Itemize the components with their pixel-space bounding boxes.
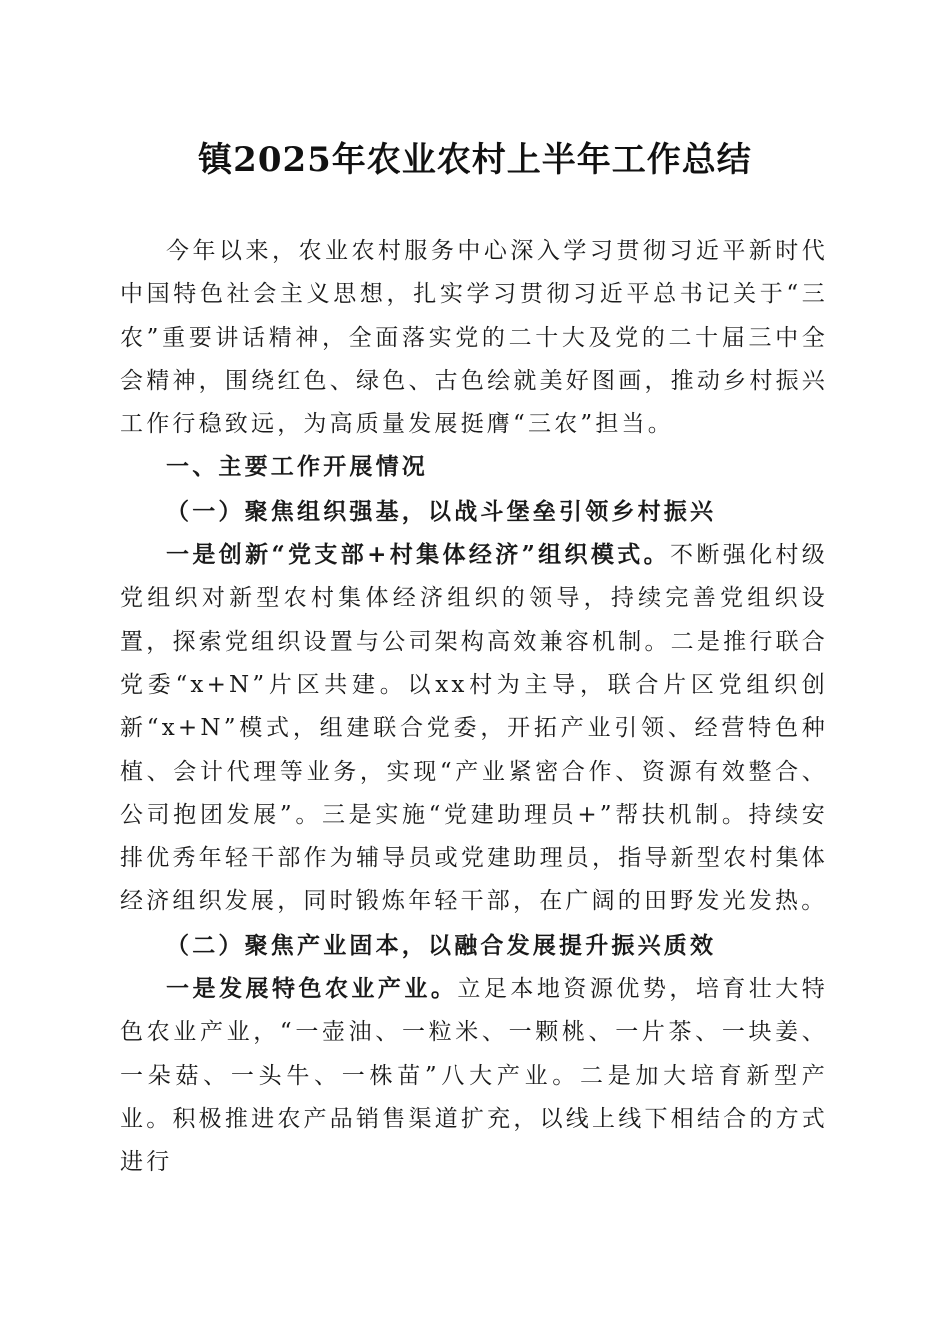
document-body [120, 230, 828, 1185]
industry-paragraph [120, 967, 828, 1184]
section-heading-main-work: 一、主要工作开展情况 [166, 454, 428, 481]
organization-paragraph-text: 不断强化村级党组织对新型农村集体经济组织的领导，持续完善党组织设置，探索党组织设置与公司架构高效兼容机制。二是推行联合党委“x+N”片区共建。以xx村为主导，联合片区党组织创新“x+N”模式，组建联合党委，开拓产业引领、经营特色种植、会计代理等业务，实现“产业紧密合作、资源有效整合、公司抱团发展”。三是实施“党建助理员+”帮扶机制。持续安排优秀年轻干部作为辅导员或党建助理员，指导新型农村集体经济组织发展，同时锻炼年轻干部，在广阔的田野发光发热。 [120, 542, 828, 915]
intro-paragraph: 今年以来，农业农村服务中心深入学习贯彻习近平新时代中国特色社会主义思想，扎实学习贯彻习近平总书记关于“三农”重要讲话精神，全面落实党的二十大及党的二十届三中全会精神，围绕红色、绿色、古色绘就美好图画，推动乡村振兴工作行稳致远，为高质量发展挺膺“三农”担当。 [120, 238, 828, 438]
document-title: 镇2025年农业农村上半年工作总结 [198, 140, 752, 180]
organization-paragraph [120, 533, 828, 924]
subsection-heading-industry: （二）聚焦产业固本，以融合发展提升振兴质效 [166, 931, 717, 959]
subsection-heading-organization: （一）聚焦组织强基，以战斗堡垒引领乡村振兴 [166, 497, 717, 525]
industry-paragraph-text: 立足本地资源优势，培育壮大特色农业产业，“一壶油、一粒米、一颗桃、一片茶、一块姜、一朵菇、一头牛、一株苗”八大产业。二是加大培育新型产业。积极推进农产品销售渠道扩充，以线上线下相结合的方式进行 [120, 976, 828, 1176]
organization-lead-sentence: 一是创新“党支部+村集体经济”组织模式。 [166, 541, 670, 569]
industry-lead-sentence: 一是发展特色农业产业。 [166, 975, 458, 1003]
